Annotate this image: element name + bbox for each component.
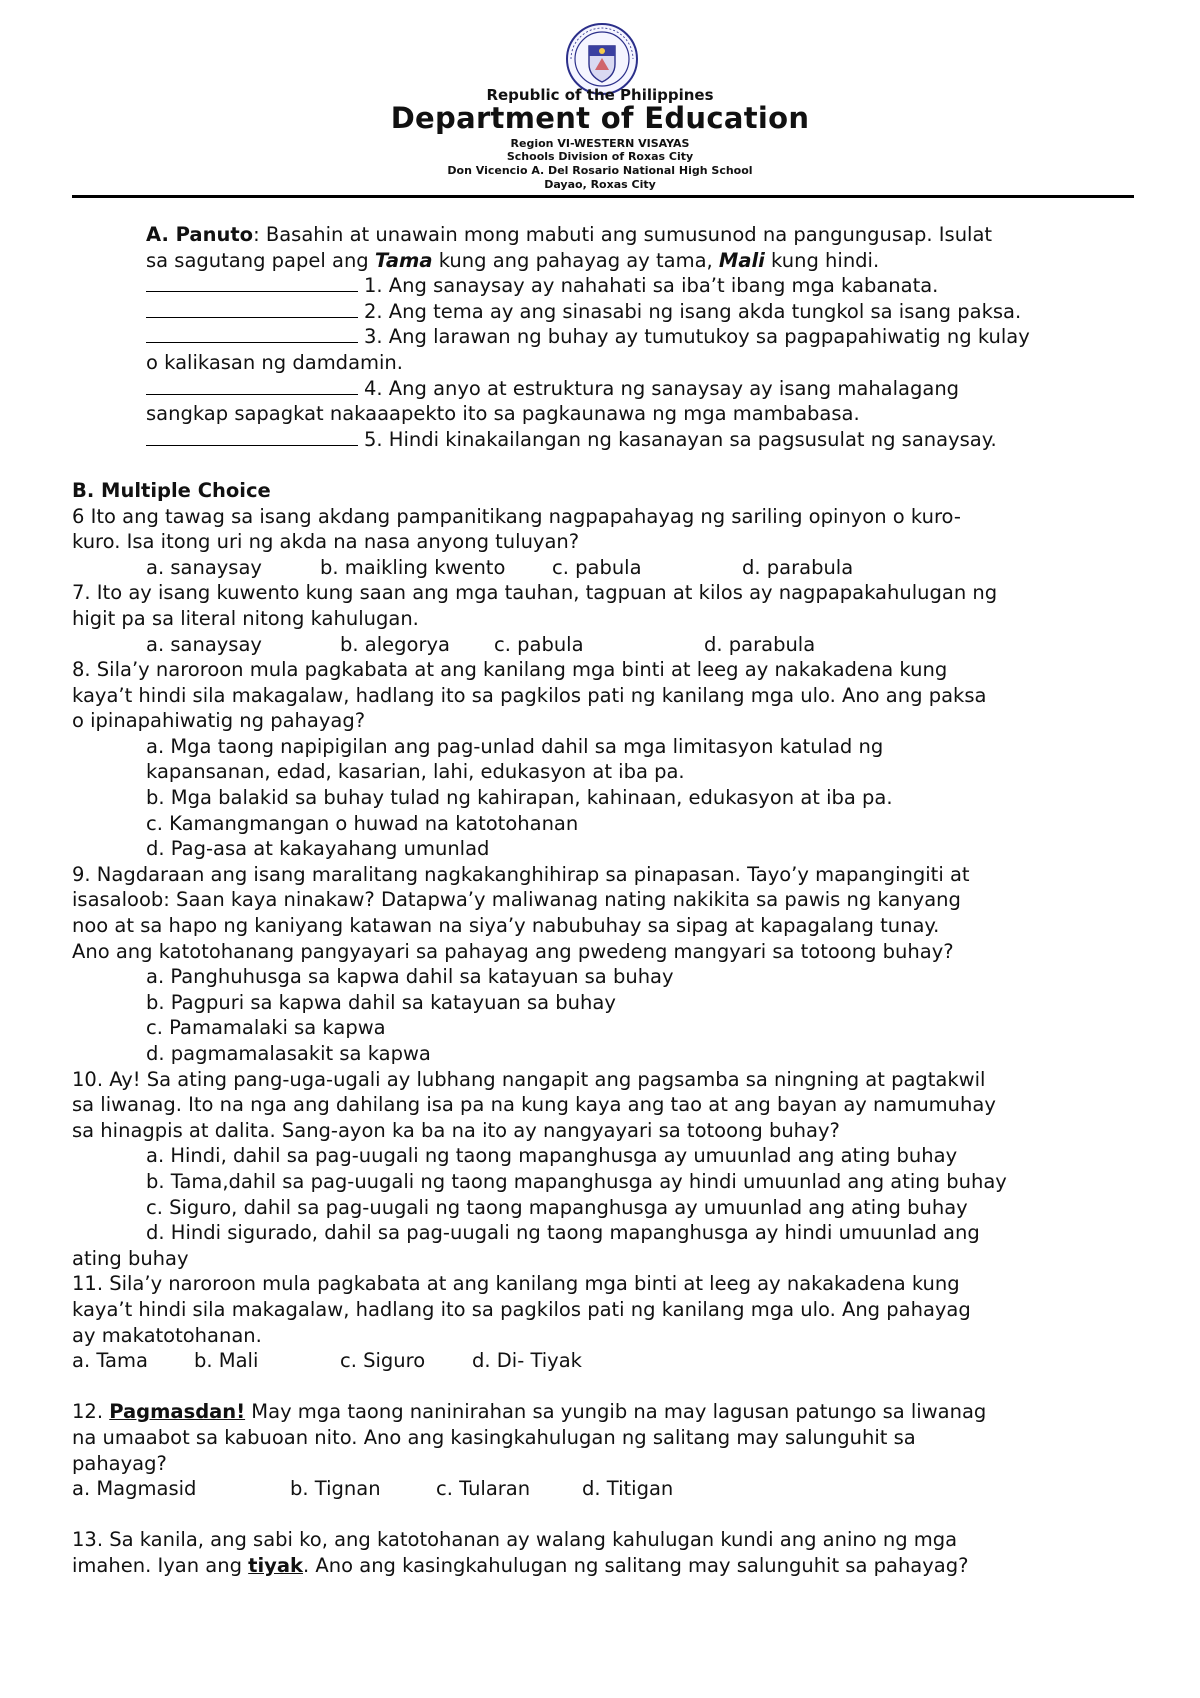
- tf-item-text: 1. Ang sanaysay ay nahahati sa iba’t ibang mga kabanata.: [364, 274, 939, 298]
- tf-item-text: 2. Ang tema ay ang sinasabi ng isang akda tungkol sa isang paksa.: [364, 299, 1022, 323]
- q8-option-c: c. Kamangmangan o huwad na katotohanan: [146, 811, 579, 835]
- q6-option-d: d. parabula: [742, 555, 854, 579]
- q7-line-1: 7. Ito ay isang kuwento kung saan ang mga tauhan, tagpuan at kilos ay nagpapakahulugan ng: [72, 581, 998, 605]
- q12-line-3: pahayag?: [72, 1451, 167, 1475]
- q12-text: May mga taong naninirahan sa yungib na may lagusan patungo sa liwanag: [245, 1400, 987, 1424]
- section-a-label: A. Panuto: [146, 223, 254, 246]
- spacer: [72, 452, 1134, 478]
- answer-blank[interactable]: [146, 324, 358, 343]
- q12-underlined-word: Pagmasdan!: [109, 1400, 246, 1424]
- q9-option-d: d. pagmamalasakit sa kapwa: [146, 1042, 431, 1065]
- q9-option-c: c. Pamamalaki sa kapwa: [146, 1016, 386, 1040]
- q6-line-2: kuro. Isa itong uri ng akda na nasa anyong tuluyan?: [72, 530, 580, 554]
- worksheet-body: [72, 222, 1134, 1578]
- spacer: [72, 1374, 1134, 1400]
- q13-underlined-word: tiyak: [248, 1553, 304, 1577]
- q8-option-a-cont: kapansanan, edad, kasarian, lahi, edukasyon at iba pa.: [146, 760, 685, 784]
- q12-number: 12.: [72, 1400, 110, 1424]
- tf-item-4-cont: sangkap sapagkat nakaaapekto ito sa pagkaunawa ng mga mambabasa.: [146, 402, 860, 426]
- school-line: Don Vicencio A. Del Rosario National High School: [447, 164, 753, 177]
- q7-option-d: d. parabula: [704, 632, 816, 656]
- q11-line-2: kaya’t hindi sila makagalaw, hadlang ito sa pagkilos pati ng kanilang mga ulo. Ang pahayag: [72, 1297, 971, 1321]
- q12-options: [72, 1476, 1134, 1502]
- q10-line-3: sa hinagpis at dalita. Sang-ayon ka ba na ito ay nangyayari sa totoong buhay?: [72, 1118, 840, 1142]
- q10-line-1: 10. Ay! Sa ating pang-uga-ugali ay lubhang nangapit ang pagsamba sa ningning at pagtakwil: [72, 1067, 986, 1091]
- q7-option-c: c. pabula: [494, 632, 584, 656]
- tf-item-text: 5. Hindi kinakailangan ng kasanayan sa pagsusulat ng sanaysay.: [364, 427, 997, 451]
- q7-options: [72, 632, 1134, 658]
- q11-line-1: 11. Sila’y naroroon mula pagkabata at ang kanilang mga binti at leeg ay nakakadena kung: [72, 1272, 960, 1296]
- q11-option-a: a. Tama: [72, 1349, 148, 1373]
- q6-option-c: c. pabula: [552, 555, 642, 579]
- instruction-text: : Basahin at unawain mong mabuti ang sumusunod na pangungusap. Isulat: [253, 223, 993, 246]
- tama-keyword: Tama: [374, 248, 433, 272]
- q11-option-c: c. Siguro: [340, 1349, 426, 1373]
- q12-option-b: b. Tignan: [290, 1477, 381, 1501]
- q13-text: imahen. Iyan ang: [72, 1553, 249, 1577]
- q10-option-b: b. Tama,dahil sa pag-uugali ng taong mapanghusga ay hindi umuunlad ang ating buhay: [146, 1169, 1007, 1193]
- q13-line-2: [72, 1553, 1134, 1579]
- tf-item-4: [146, 376, 1134, 402]
- tf-item-1: [146, 273, 1134, 299]
- q10-option-c: c. Siguro, dahil sa pag-uugali ng taong mapanghusga ay umuunlad ang ating buhay: [146, 1195, 968, 1219]
- tf-item-3-cont: o kalikasan ng damdamin.: [146, 350, 403, 374]
- q10-option-d: d. Hindi sigurado, dahil sa pag-uugali ng taong mapanghusga ay hindi umuunlad ang: [146, 1221, 980, 1245]
- instruction-text: sa sagutang papel ang: [146, 248, 375, 272]
- q7-line-2: higit pa sa literal nitong kahulugan.: [72, 606, 419, 630]
- answer-blank[interactable]: [146, 299, 358, 318]
- header-divider: [72, 195, 1134, 198]
- region-line: Region VI-WESTERN VISAYAS: [510, 137, 690, 150]
- address-line: Dayao, Roxas City: [544, 178, 656, 191]
- spacer: [72, 1502, 1134, 1528]
- q11-options: [72, 1348, 1134, 1374]
- q12-line-1: [72, 1399, 1134, 1425]
- q8-line-1: 8. Sila’y naroroon mula pagkabata at ang kanilang mga binti at leeg ay nakakadena kung: [72, 658, 948, 682]
- q11-option-b: b. Mali: [194, 1349, 259, 1373]
- q12-option-d: d. Titigan: [582, 1477, 674, 1501]
- q12-line-2: na umaabot sa kabuoan nito. Ano ang kasingkahulugan ng salitang may salunguhit sa: [72, 1425, 916, 1449]
- q10-option-a: a. Hindi, dahil sa pag-uugali ng taong mapanghusga ay umuunlad ang ating buhay: [146, 1144, 958, 1168]
- q12-option-c: c. Tularan: [436, 1477, 531, 1501]
- q9-option-a: a. Panghuhusga sa kapwa dahil sa katayuan sa buhay: [146, 965, 674, 989]
- q6-option-b: b. maikling kwento: [320, 555, 506, 579]
- q10-option-d-cont: ating buhay: [72, 1246, 189, 1270]
- tf-item-2: [146, 299, 1134, 325]
- mali-keyword: Mali: [718, 248, 765, 272]
- answer-blank[interactable]: [146, 273, 358, 292]
- republic-title: Republic of the Philippines: [486, 86, 714, 104]
- q8-line-2: kaya’t hindi sila makagalaw, hadlang ito sa pagkilos pati ng kanilang mga ulo. Ano ang paksa: [72, 683, 987, 707]
- q8-option-a: a. Mga taong napipigilan ang pag-unlad dahil sa mga limitasyon katulad ng: [146, 734, 884, 758]
- department-title: Department of Education: [390, 101, 810, 135]
- q7-option-a: a. sanaysay: [146, 632, 262, 656]
- instruction-line-2: [146, 248, 1134, 274]
- tf-item-3: [146, 324, 1134, 350]
- q9-option-b: b. Pagpuri sa kapwa dahil sa katayuan sa buhay: [146, 990, 616, 1014]
- q8-line-3: o ipinapahiwatig ng pahayag?: [72, 709, 366, 733]
- instruction-text: kung hindi.: [764, 248, 880, 272]
- instruction-line-1: [146, 222, 1134, 248]
- q12-option-a: a. Magmasid: [72, 1477, 197, 1501]
- instruction-text: kung ang pahayag ay tama,: [432, 248, 719, 272]
- section-a: [72, 222, 1134, 452]
- q11-line-3: ay makatotohanan.: [72, 1323, 262, 1347]
- q6-option-a: a. sanaysay: [146, 555, 262, 579]
- section-b-title: B. Multiple Choice: [72, 478, 271, 502]
- answer-blank[interactable]: [146, 376, 358, 395]
- q9-line-4: Ano ang katotohanang pangyayari sa pahayag ang pwedeng mangyari sa totoong buhay?: [72, 939, 954, 963]
- q6-line-1: 6 Ito ang tawag sa isang akdang pampanitikang nagpapahayag ng sariling opinyon o kuro-: [72, 504, 961, 528]
- q8-option-d: d. Pag-asa at kakayahang umunlad: [146, 837, 490, 861]
- q13-text: . Ano ang kasingkahulugan ng salitang may salunguhit sa pahayag?: [303, 1553, 969, 1577]
- q11-option-d: d. Di- Tiyak: [472, 1349, 582, 1373]
- q10-line-2: sa liwanag. Ito na nga ang dahilang isa pa na kung kaya ang tao at ang bayan ay namumuhay: [72, 1093, 996, 1117]
- tf-item-5: [146, 427, 1134, 453]
- tf-item-text: 3. Ang larawan ng buhay ay tumutukoy sa pagpapahiwatig ng kulay: [364, 325, 1030, 349]
- deped-seal-icon: [565, 22, 639, 96]
- division-line: Schools Division of Roxas City: [506, 150, 694, 163]
- tf-item-text: 4. Ang anyo at estruktura ng sanaysay ay isang mahalagang: [364, 376, 960, 400]
- q9-line-2: isasaloob: Saan kaya ninakaw? Datapwa’y maliwanag nating nakikita sa pawis ng kanyang: [72, 888, 961, 912]
- q8-option-b: b. Mga balakid sa buhay tulad ng kahirapan, kahinaan, edukasyon at iba pa.: [146, 786, 893, 810]
- q9-line-3: noo at sa hapo ng kaniyang katawan na siya’y nabubuhay sa sipag at kapagalang tunay.: [72, 914, 940, 938]
- q6-options: [72, 555, 1134, 581]
- answer-blank[interactable]: [146, 427, 358, 446]
- q7-option-b: b. alegorya: [340, 632, 450, 656]
- q13-line-1: 13. Sa kanila, ang sabi ko, ang katotohanan ay walang kahulugan kundi ang anino ng mga: [72, 1528, 958, 1552]
- q9-line-1: 9. Nagdaraan ang isang maralitang nagkakanghihirap sa pinapasan. Tayo’y mapangingiti at: [72, 862, 970, 886]
